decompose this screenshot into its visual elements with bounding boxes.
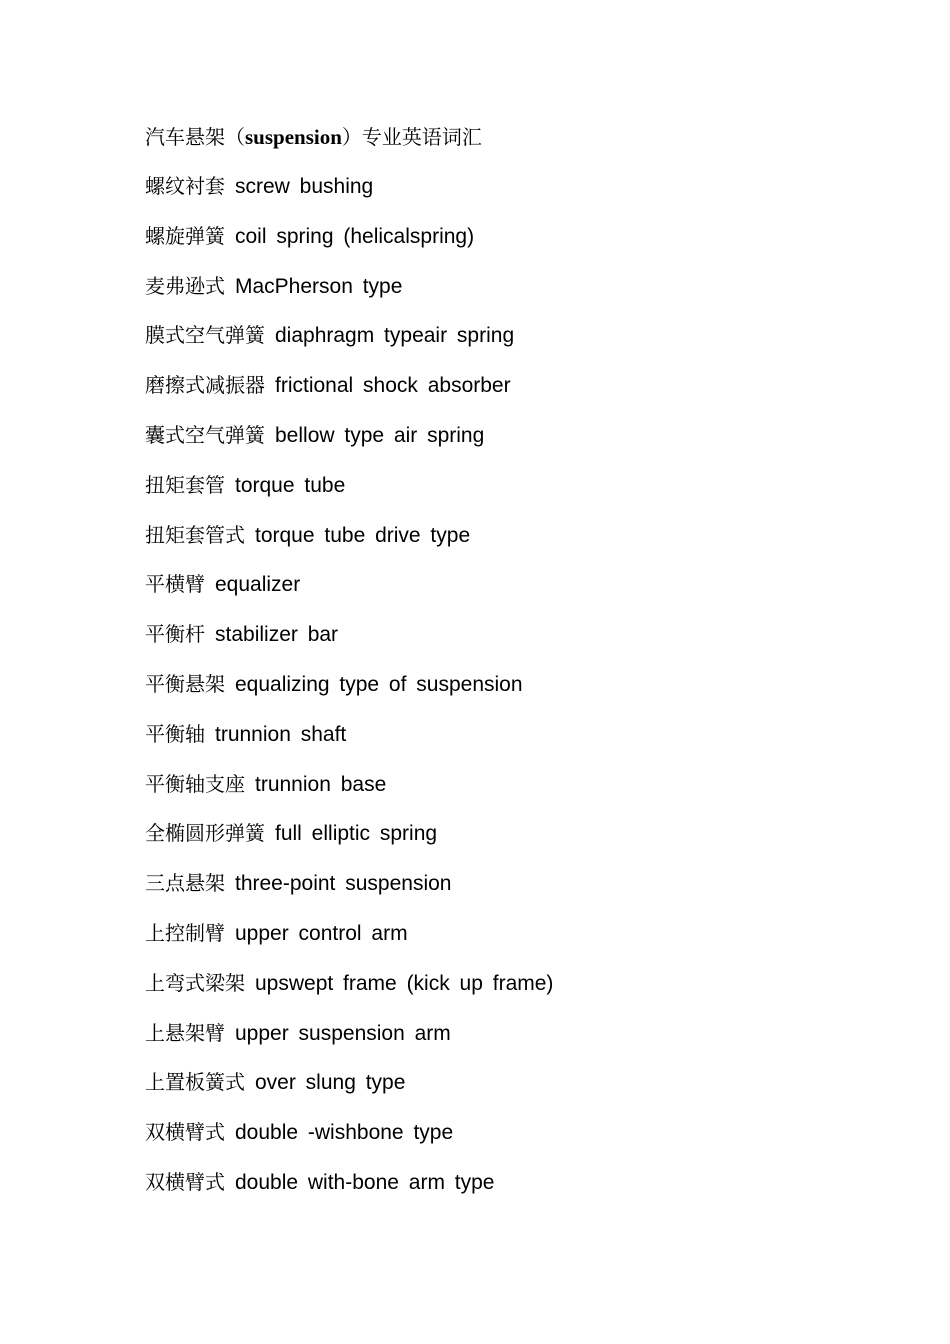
glossary-entry <box>145 669 553 719</box>
glossary-entry <box>145 1018 553 1068</box>
entry-english: frictional shock absorber <box>275 374 511 398</box>
glossary-entry <box>145 619 553 669</box>
entry-chinese: 螺旋弹簧 <box>145 223 225 248</box>
entry-english: screw bushing <box>235 175 374 198</box>
glossary-entry <box>145 569 553 619</box>
entry-english: trunnion base <box>255 772 387 796</box>
entry-english: MacPherson type <box>235 274 403 298</box>
entry-chinese: 上弯式梁架 <box>145 970 245 995</box>
entry-english: torque tube <box>235 473 346 497</box>
entry-english: stabilizer bar <box>215 623 339 647</box>
glossary-entry <box>145 520 553 570</box>
glossary-entry <box>145 370 553 420</box>
glossary-entry <box>145 868 553 918</box>
entry-chinese: 磨擦式减振器 <box>145 373 265 398</box>
entry-chinese: 双横臂式 <box>145 1169 225 1194</box>
entry-chinese: 扭矩套管 <box>145 472 225 497</box>
glossary-entry <box>145 221 553 271</box>
entry-chinese: 麦弗逊式 <box>145 273 225 298</box>
entry-english: bellow type air spring <box>275 423 485 447</box>
glossary-entry <box>145 918 553 968</box>
title-prefix: 汽车悬架（ <box>145 125 245 149</box>
entry-chinese: 平衡轴 <box>145 721 205 746</box>
entry-chinese: 上控制臂 <box>145 920 225 945</box>
entry-english: coil spring (helicalspring) <box>235 224 475 248</box>
entry-english: equalizer <box>215 573 301 597</box>
glossary-entry <box>145 470 553 520</box>
glossary-entry <box>145 420 553 470</box>
title-suffix: ）专业英语词汇 <box>341 125 482 149</box>
entry-chinese: 双横臂式 <box>145 1120 225 1145</box>
entry-chinese: 螺纹衬套 <box>145 174 225 198</box>
glossary-entry <box>145 1067 553 1117</box>
entry-chinese: 平衡悬架 <box>145 671 225 696</box>
entry-english: diaphragm typeair spring <box>275 324 515 348</box>
page-title <box>145 122 482 152</box>
entry-english: double -wishbone type <box>235 1121 454 1145</box>
entry-english: upper control arm <box>235 921 408 945</box>
entry-english: torque tube drive type <box>255 523 471 547</box>
entry-chinese: 平衡轴支座 <box>145 771 245 796</box>
glossary-entry <box>145 818 553 868</box>
entry-chinese: 上悬架臂 <box>145 1020 225 1045</box>
entry-chinese: 平横臂 <box>145 572 205 597</box>
entry-english: over slung type <box>255 1071 406 1095</box>
entry-english: double with-bone arm type <box>235 1170 495 1194</box>
entry-chinese: 全椭圆形弹簧 <box>145 821 265 846</box>
entry-english: three-point suspension <box>235 872 452 896</box>
entry-chinese: 上置板簧式 <box>145 1070 245 1095</box>
glossary-entry <box>145 171 553 221</box>
entry-chinese: 平衡杆 <box>145 622 205 647</box>
glossary-list <box>145 171 553 1217</box>
glossary-entry <box>145 1167 553 1217</box>
entry-english: equalizing type of suspension <box>235 672 523 696</box>
entry-english: upper suspension arm <box>235 1021 451 1045</box>
entry-chinese: 三点悬架 <box>145 871 225 896</box>
entry-english: upswept frame (kick up frame) <box>255 971 554 995</box>
glossary-entry <box>145 968 553 1018</box>
entry-english: trunnion shaft <box>215 722 347 746</box>
title-english: suspension <box>245 125 342 149</box>
glossary-entry <box>145 769 553 819</box>
glossary-entry <box>145 320 553 370</box>
glossary-entry <box>145 719 553 769</box>
glossary-entry <box>145 271 553 321</box>
entry-chinese: 扭矩套管式 <box>145 522 245 547</box>
entry-chinese: 囊式空气弹簧 <box>145 422 265 447</box>
glossary-entry <box>145 1117 553 1167</box>
entry-chinese: 膜式空气弹簧 <box>145 323 265 348</box>
entry-english: full elliptic spring <box>275 822 438 846</box>
